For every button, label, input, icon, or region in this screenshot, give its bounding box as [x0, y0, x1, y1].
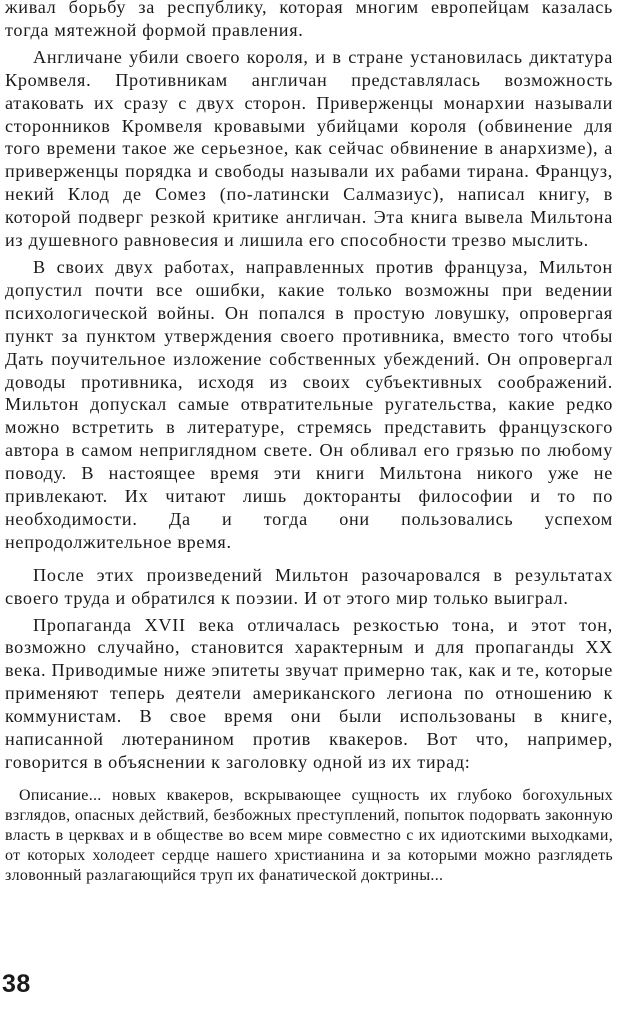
paragraph-cromwell [5, 46, 613, 252]
paragraph-text: После этих произведений Мильтон разочаровался в результатах своего труда и обратился к поэзии. И от этого мир только выиграл. [5, 564, 613, 608]
paragraph-propaganda [5, 614, 613, 774]
quote-text: Описание... новых квакеров, вскрывающее сущность их глубоко богохульных взглядов, опасных действий, безбожных преступлений, попыток подорвать законную власть в церквах и в обществе во всем мире совместно с их идиотскими выходками, от которых холодеет сердце нашего христианина и за которыми можно разглядеть зловонный разлагающийся труп их фанатической доктрины... [5, 786, 613, 884]
paragraph-text: Англичане убили своего короля, и в стране установилась диктатура Кромвеля. Противникам англичан представлялась возможность атаковать их сразу с двух сторон. Приверженцы монархии называли сторонников Кромвеля кровавыми убийцами короля (обвинение для того времени такое же серьезное, как сейчас обвинение в анархизме), а приверженцы порядка и свободы называли их рабами тирана. Француз, некий Клод де Сомез (по-латински Салмазиус), написал книгу, в которой подверг резкой критике англичан. Эта книга вывела Мильтона из душевного равновесия и лишила его способности трезво мыслить. [5, 46, 613, 251]
paragraph-text: Пропаганда XVII века отличалась резкостью тона, и этот тон, возможно случайно, становится характерным и для пропаганды XX века. Приводимые ниже эпитеты звучат примерно так, как и те, которые применяют теперь деятели американского легиона по отношению к коммунистам. В свое время они были использованы в книге, написанной лютеранином против квакеров. Вот что, например, говорится в объяснении к заголовку одной из их тирад: [5, 614, 613, 772]
paragraph-continuation: живал борьбу за республику, которая многим европейцам казалась тогда мятежной формой правления. [5, 0, 613, 40]
paragraph-poetry [5, 564, 613, 610]
block-quote [5, 786, 613, 886]
paragraph-text: В своих двух работах, направленных против француза, Мильтон допустил почти все ошибки, какие только возможны при ведении психологической войны. Он попался в простую ловушку, опровергая пункт за пунктом утверждения своего противника, вместо того чтобы Дать поучительное изложение собственных убеждений. Он опровергал доводы противника, исходя из своих субъективных соображений. Мильтон допускал самые отвратительные ругательства, какие редко можно встретить в литературе, стремясь представить французского автора в самом неприглядном свете. Он обливал его грязью по любому поводу. В настоящее время эти книги Мильтона никого уже не привлекают. Их читают лишь докторанты философии и то по необходимости. Да и тогда они пользовались успехом непродолжительное время. [5, 256, 613, 552]
page-number: 38 [2, 970, 31, 998]
book-page [5, 0, 613, 1010]
paragraph-milton-errors [5, 256, 613, 554]
